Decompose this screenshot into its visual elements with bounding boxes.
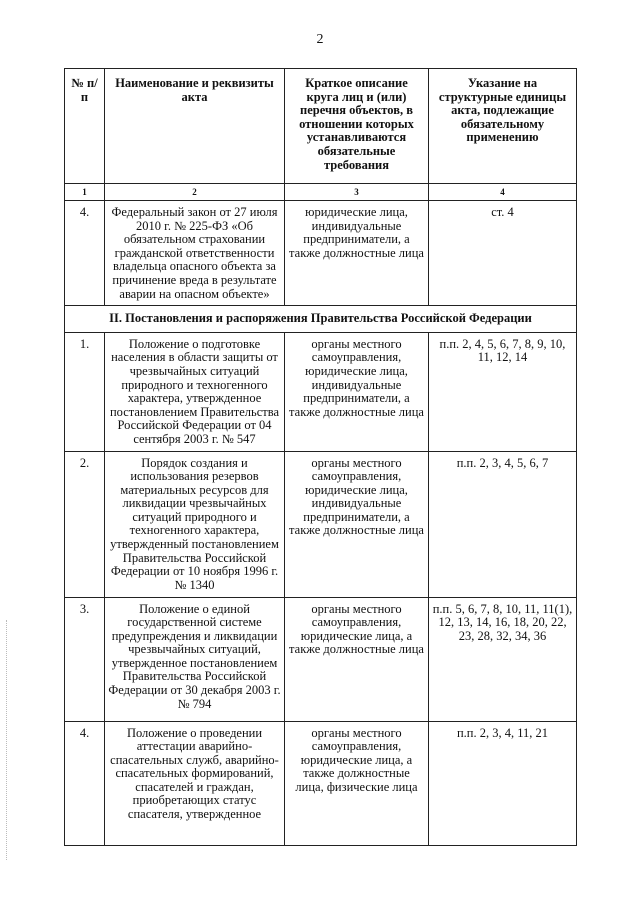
row-number: 4. bbox=[65, 201, 105, 306]
scope-text: органы местного самоуправления, юридические лица, а также должностные лица bbox=[285, 597, 429, 721]
header-number: № п/п bbox=[65, 69, 105, 184]
section-title: II. Постановления и распоряжения Правительства Российской Федерации bbox=[65, 306, 577, 333]
act-name: Федеральный закон от 27 июля 2010 г. № 225-ФЗ «Об обязательном страховании гражданской ответственности владельца опасного объекта за причинение вреда в результате аварии на опасном объекте» bbox=[105, 201, 285, 306]
scope-text: органы местного самоуправления, юридические лица, индивидуальные предприниматели, а также должностные лица bbox=[285, 451, 429, 597]
regulations-table bbox=[64, 68, 577, 846]
row-number: 1. bbox=[65, 332, 105, 451]
table-row bbox=[65, 597, 577, 721]
row-number: 4. bbox=[65, 721, 105, 845]
units-text: п.п. 2, 3, 4, 5, 6, 7 bbox=[429, 451, 577, 597]
header-scope: Краткое описание круга лиц и (или) перечня объектов, в отношении которых устанавливаются обязательные требования bbox=[285, 69, 429, 184]
table-row bbox=[65, 332, 577, 451]
column-number: 2 bbox=[105, 184, 285, 201]
table-header-row bbox=[65, 69, 577, 184]
units-text: п.п. 2, 4, 5, 6, 7, 8, 9, 10, 11, 12, 14 bbox=[429, 332, 577, 451]
header-units: Указание на структурные единицы акта, подлежащие обязательному применению bbox=[429, 69, 577, 184]
header-act-name: Наименование и реквизиты акта bbox=[105, 69, 285, 184]
page-number: 2 bbox=[316, 32, 324, 47]
table-row bbox=[65, 721, 577, 845]
act-name: Порядок создания и использования резервов материальных ресурсов для ликвидации чрезвычайных ситуаций природного и техногенного характера, утвержденный постановлением Правительства Российской Федерации от 10 ноября 1996 г. № 1340 bbox=[105, 451, 285, 597]
act-name: Положение о проведении аттестации аварийно-спасательных служб, аварийно-спасательных формирований, спасателей и граждан, приобретающих статус спасателя, утвержденное bbox=[105, 721, 285, 845]
section-header-row bbox=[65, 306, 577, 333]
column-number: 3 bbox=[285, 184, 429, 201]
table-row bbox=[65, 451, 577, 597]
scan-edge-marks bbox=[6, 620, 10, 860]
row-number: 3. bbox=[65, 597, 105, 721]
act-name: Положение о единой государственной системе предупреждения и ликвидации чрезвычайных ситуаций, утвержденное постановлением Правительства Российской Федерации от 30 декабря 2003 г. № 794 bbox=[105, 597, 285, 721]
scope-text: органы местного самоуправления, юридические лица, индивидуальные предприниматели, а также должностные лица bbox=[285, 332, 429, 451]
column-number: 4 bbox=[429, 184, 577, 201]
column-number: 1 bbox=[65, 184, 105, 201]
units-text: п.п. 2, 3, 4, 11, 21 bbox=[429, 721, 577, 845]
scope-text: органы местного самоуправления, юридические лица, а также должностные лица, физические лица bbox=[285, 721, 429, 845]
act-name: Положение о подготовке населения в области защиты от чрезвычайных ситуаций природного и техногенного характера, утвержденное постановлением Правительства Российской Федерации от 04 сентября 2003 г. № 547 bbox=[105, 332, 285, 451]
row-number: 2. bbox=[65, 451, 105, 597]
column-number-row bbox=[65, 184, 577, 201]
units-text: п.п. 5, 6, 7, 8, 10, 11, 11(1), 12, 13, 14, 16, 18, 20, 22, 23, 28, 32, 34, 36 bbox=[429, 597, 577, 721]
units-text: ст. 4 bbox=[429, 201, 577, 306]
table-row bbox=[65, 201, 577, 306]
scope-text: юридические лица, индивидуальные предприниматели, а также должностные лица bbox=[285, 201, 429, 306]
